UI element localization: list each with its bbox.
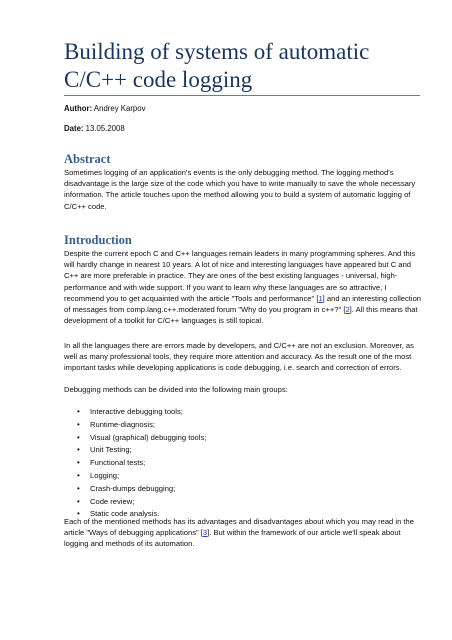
bullet-icon: • (77, 509, 80, 519)
intro-p1-text-b: ] and an interesting collection of messages from comp.lang.c++.moderated forum "Why do you program in c++?" [ (64, 293, 422, 315)
intro-paragraph-1 (64, 248, 424, 326)
list-item: • Interactive debugging tools; (64, 406, 404, 419)
bullet-icon: • (77, 432, 80, 442)
date-label: Date: (64, 124, 84, 133)
intro-paragraph-3: Debugging methods can be divided into the following main groups: (64, 385, 288, 394)
debugging-methods-list (64, 406, 404, 521)
list-item: • Crash-dumps debugging; (64, 483, 404, 496)
introduction-heading: Introduction (64, 233, 132, 247)
bullet-icon: • (77, 419, 80, 429)
reference-link-3[interactable]: 3 (202, 528, 208, 538)
bullet-icon: • (77, 483, 80, 493)
abstract-heading: Abstract (64, 152, 111, 166)
document-title: Building of systems of automatic C/C++ code logging (64, 39, 370, 92)
list-item: • Functional tests; (64, 457, 404, 470)
intro-p4-text-a: Each of the mentioned methods has its advantages and disadvantages about which you may read in the article "Ways of debugging applications" [ (64, 517, 414, 538)
author-line (64, 104, 145, 114)
reference-link-2[interactable]: 2 (345, 305, 350, 315)
intro-p1-text-c: ]. All this means that development of a toolkit for C/C++ languages is still topical. (64, 305, 418, 326)
bullet-icon: • (77, 407, 80, 416)
intro-p4-text-b: ]. But within the framework of our article we'll speak about logging and methods of its automation. (64, 528, 401, 549)
reference-link-1[interactable]: 1 (318, 293, 323, 303)
bullet-icon: • (77, 470, 80, 480)
list-item: • Logging; (64, 470, 404, 483)
bullet-icon: • (77, 445, 80, 455)
date-line (64, 124, 125, 134)
bullet-icon: • (77, 458, 80, 468)
list-item: • Visual (graphical) debugging tools; (64, 432, 404, 445)
list-item: • Static code analysis. (64, 508, 404, 521)
title-underline (64, 95, 420, 96)
abstract-text: Sometimes logging of an application's events is the only debugging method. The logging method's disadvantage is the large size of the code which you have to write manually to save the whole necessary information. The article touches upon the method allowing you to build a system of automatic logging of C/C++ code. (64, 168, 416, 211)
date-value: 13.05.2008 (85, 124, 125, 133)
list-item: • Runtime-diagnosis; (64, 419, 404, 432)
list-item: • Code review; (64, 496, 404, 509)
author-label: Author: (64, 104, 93, 113)
intro-p1-text-a: Despite the current epoch C and C++ languages remain leaders in many programming spheres. And this will hardly change in nearest 10 years. A lot of nice and interesting languages have appeared but C and C++ are more preferable in practice. They are ones of the best existing languages - universal, high-performance and with wide support. If you want to learn why these languages are so attractive, I recommend you to get acquainted with the article "Tools and performance" [ (64, 249, 416, 303)
intro-paragraph-2: In all the languages there are errors made by developers, and C/C++ are not an exclusion. Moreover, as well as many professional tools, they require more attention and accuracy. As the result one of the most important tasks while developing applications is code debugging, i.e. search and correction of errors. (64, 341, 414, 373)
list-item: • Unit Testing; (64, 444, 404, 457)
intro-paragraph-4 (64, 516, 424, 550)
author-name: Andrey Karpov (93, 104, 146, 113)
bullet-icon: • (77, 496, 80, 506)
